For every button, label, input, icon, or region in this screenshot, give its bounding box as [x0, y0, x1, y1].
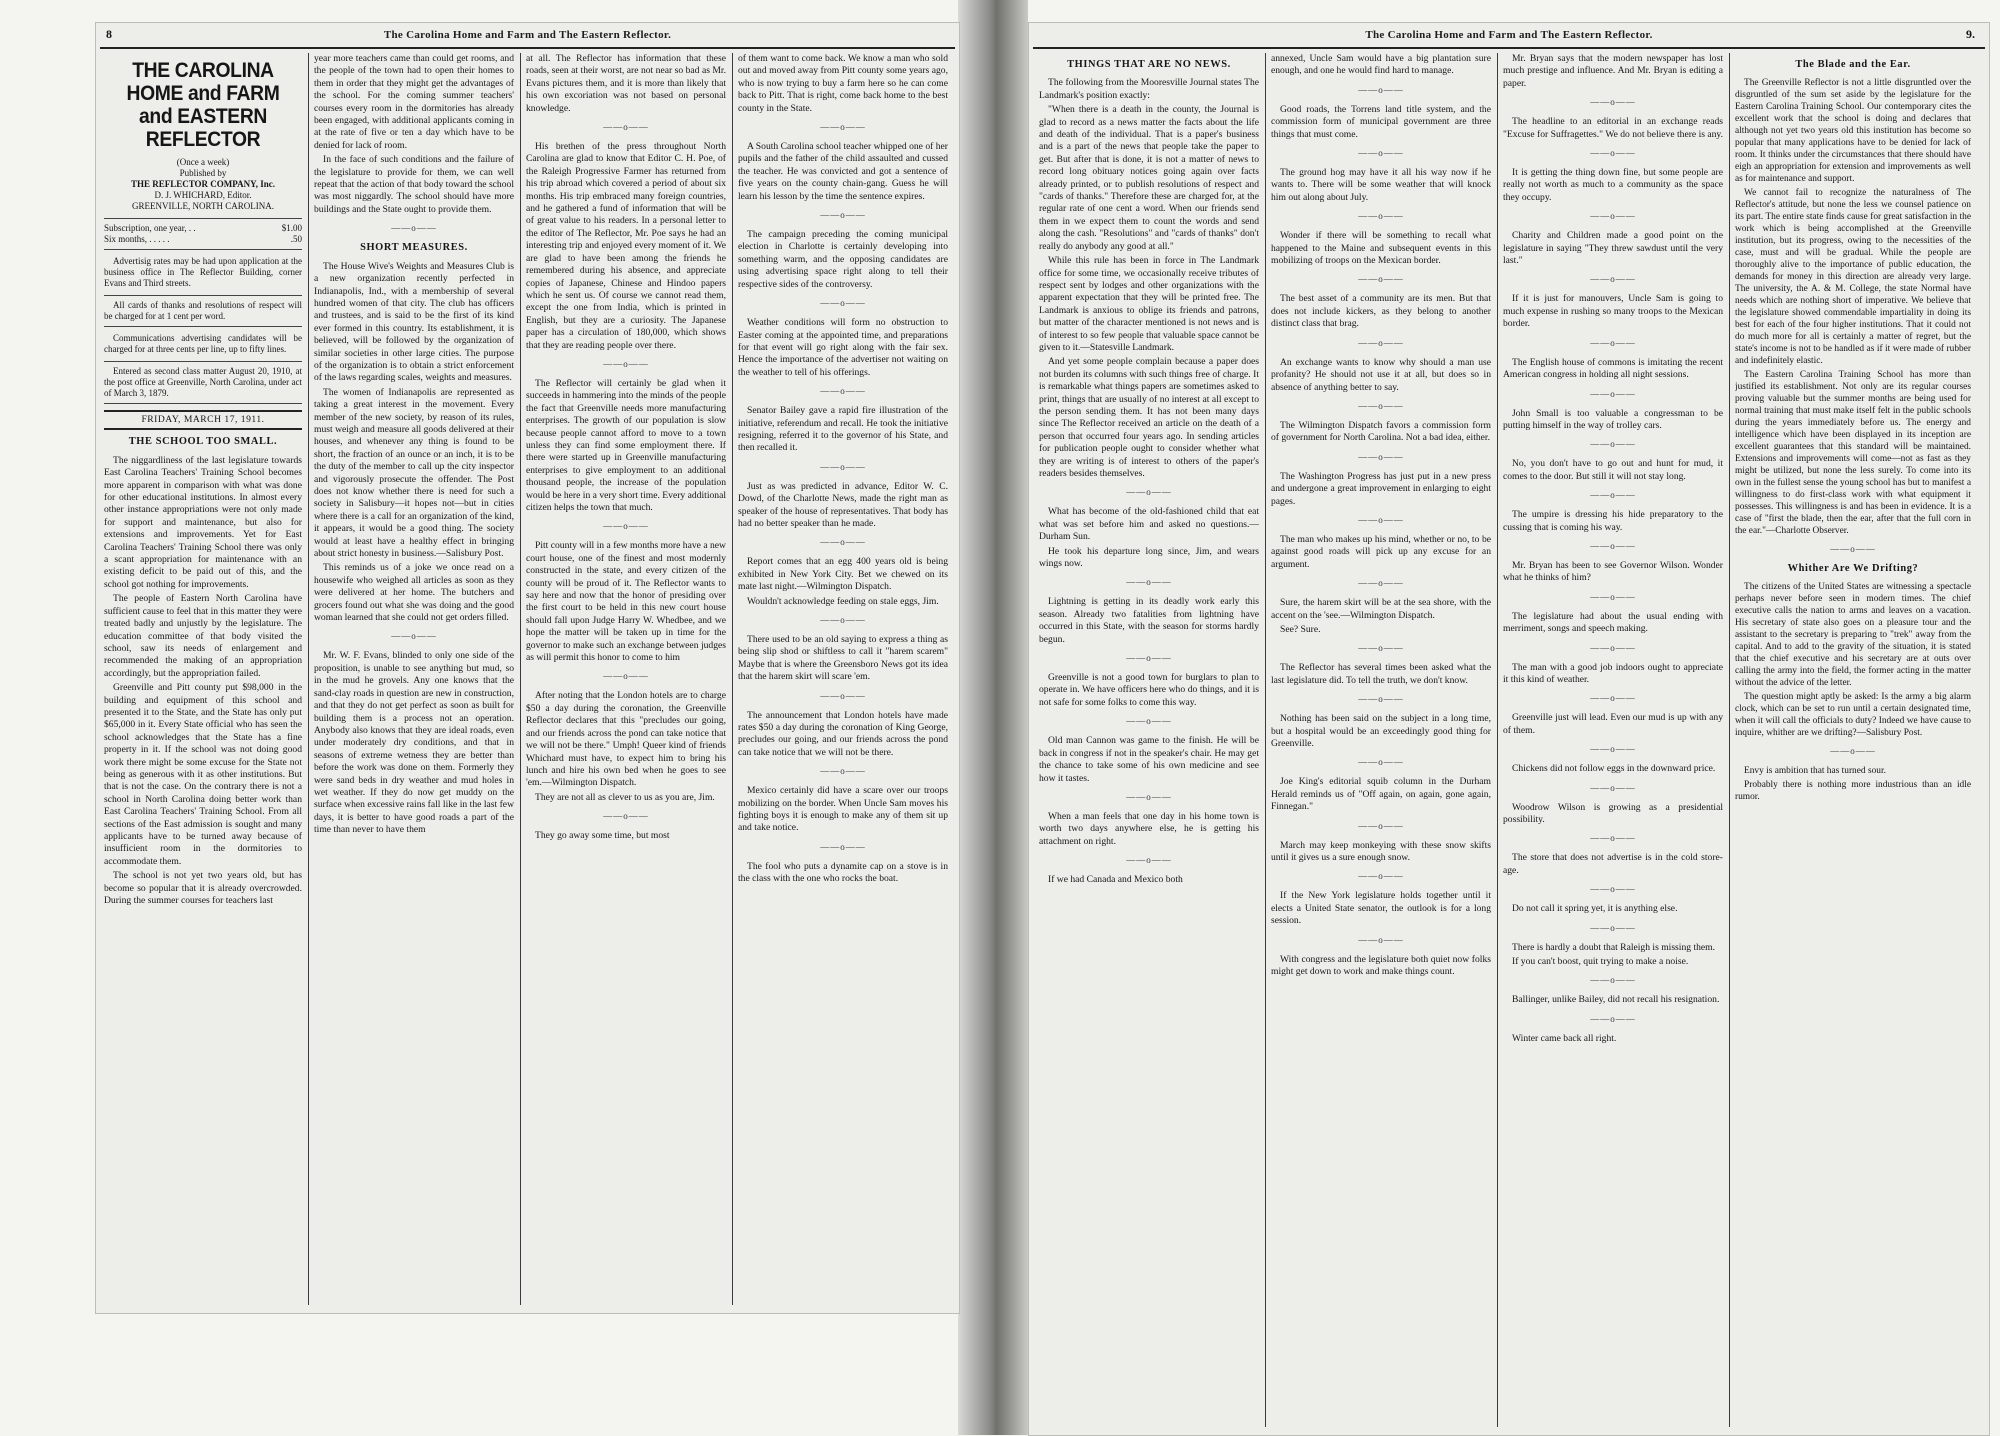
subscription-six-price: .50 — [290, 234, 302, 244]
article-paragraph: The ground hog may have it all his way now if he wants to. There will be some weather that will knock him out along about July. — [1271, 167, 1491, 203]
separator: ——o—— — [1358, 148, 1404, 159]
article-paragraph: Nothing has been said on the subject in a long time, but a hospital would be an exceedingly good thing for Greenville. — [1271, 713, 1491, 749]
separator: ——o—— — [1126, 487, 1172, 498]
article-paragraph: When a man feels that one day in his home town is worth two days anywhere else, he is getting his attachment on right. — [1039, 810, 1259, 847]
article-paragraph: The citizens of the United States are witnessing a spectacle perhaps never before seen in modern times. The chief executive calls the nation to arms and leaves on a vacation. His secretary of state also goes on a pleasure tour and the assistant to the secretary is preparing to "trek" away from the capital. And to add to the gravity of the situation, it is stated that the chief executive and his secretary are at outs over calling the army into the field, the former acting in the matter without the advice of the letter. — [1735, 582, 1971, 688]
separator: ——o—— — [603, 811, 649, 822]
separator: ——o—— — [1126, 653, 1172, 664]
separator: ——o—— — [1590, 490, 1636, 501]
book-gutter — [958, 0, 1028, 1435]
article-paragraph: The following from the Mooresville Journal states The Landmark's position exactly: — [1039, 77, 1259, 101]
article-paragraph: Senator Bailey gave a rapid fire illustration of the initiative, referendum and recall. He took the initiative resigning, referred it to the governor of his State, and then recalled it. — [738, 405, 948, 454]
article-paragraph: Sure, the harem skirt will be at the sea shore, with the accent on the 'see.—Wilmington Dispatch. — [1271, 597, 1491, 621]
article-paragraph: The women of Indianapolis are represented as taking a great interest in the movement. Every member of the new society, by reason of its rules, must weigh and measure all goods delivered at their houses, and whenever any thing is found to be short, the fraction of an ounce or an inch, it is to be the duty of the member to call up the city inspector and vigorously prosecute the offender. The Post does not know whether there is need for such a society in Salisbury—it hopes not—but in cities where there is a call for an organization of the kind, it appears, it would be a good thing. The society would at least have a healthy effect in bringing about strict honesty in business.—Salisbury Post. — [314, 386, 514, 560]
separator: ——o—— — [1590, 922, 1636, 933]
separator: ——o—— — [1590, 274, 1636, 285]
article-title-no-news: THINGS THAT ARE NO NEWS. — [1067, 59, 1231, 70]
article-paragraph: They are not all as clever to us as you are, Jim. — [535, 791, 715, 803]
masthead-title: THE CAROLINA HOME and FARM and EASTERN REFLECTOR — [126, 59, 280, 151]
article-paragraph: There is hardly a doubt that Raleigh is missing them. — [1512, 941, 1716, 953]
separator: ——o—— — [1590, 388, 1636, 399]
separator: ——o—— — [1590, 211, 1636, 222]
article-paragraph: The Wilmington Dispatch favors a commission form of government for North Carolina. Not a bad idea, either. — [1271, 419, 1491, 444]
article-paragraph: The fool who puts a dynamite cap on a stove is in the class with the one who rocks the boat. — [738, 860, 948, 885]
article-paragraph: It is getting the thing down fine, but some people are really not worth as much to a community as the space they occupy. — [1503, 167, 1723, 203]
separator: ——o—— — [1358, 578, 1404, 589]
article-paragraph: If the New York legislature holds together until it elects a United State senator, the outlook is for a long session. — [1271, 890, 1491, 927]
article-paragraph: The English house of commons is imitating the recent American congress in holding all night sessions. — [1503, 356, 1723, 381]
right-running-head: The Carolina Home and Farm and The Eastern Reflector. — [1365, 29, 1653, 41]
article-paragraph: "When there is a death in the county, the Journal is glad to record as a news matter the facts about the life and death of the individual. That is a paper's business and is a part of the news that people take the paper to get. But after that is done, it is not a matter of news to record long obituary notices going again over facts already printed, or to publish resolutions of respect and "cards of thanks." Therefore these are charged for, at the regular rate of one cent a word. When our friends send them in we expect them to count the words and send along the cash. "Resolutions" and "cards of thanks" don't really do anybody any good at all." — [1039, 104, 1259, 252]
separator: ——o—— — [603, 671, 649, 682]
article-paragraph: The legislature had about the usual ending with merriment, songs and speech making. — [1503, 610, 1723, 635]
separator: ——o—— — [1358, 337, 1404, 348]
right-column-2 — [1271, 53, 1491, 1423]
article-paragraph: There used to be an old saying to express a thing as being slip shod or shiftless to call it "harem scarem" Maybe that is where the Greensboro News got its idea that the harem skirt will scare 'em. — [738, 634, 948, 683]
article-paragraph: The Reflector has several times been asked what the last legislature did. To tell the truth, we don't know. — [1271, 662, 1491, 686]
column-rule — [1265, 53, 1266, 1427]
article-paragraph: annexed, Uncle Sam would have a big plantation sure enough, and one he would find hard to manage. — [1271, 53, 1491, 77]
separator: ——o—— — [1590, 782, 1636, 793]
article-paragraph: The campaign preceding the coming municipal election in Charlotte is certainly developing into something warm, and the opposing candidates are using advertising space right along to tell their respective sides of the controversy. — [738, 229, 948, 290]
separator: ——o—— — [1830, 544, 1876, 554]
right-column-4 — [1735, 53, 1971, 1423]
left-page-number: 8 — [106, 27, 112, 41]
cards-note: All cards of thanks and resolutions of respect will be charged for at 1 cent per word. — [104, 300, 302, 321]
cards-note-box — [104, 295, 302, 327]
article-paragraph: Ballinger, unlike Bailey, did not recall his resignation. — [1512, 994, 1720, 1006]
separator: ——o—— — [1358, 934, 1404, 945]
left-running-head: The Carolina Home and Farm and The Eastern Reflector. — [383, 29, 672, 41]
subscription-six-label: Six months, . . . . . — [104, 234, 170, 244]
separator: ——o—— — [820, 461, 866, 472]
article-paragraph: While this rule has been in force in The Landmark office for some time, we occasionally receive tributes of respect sent by lodges and other organizations with the apparent expectation that they will be printed free. The Landmark is anxious to oblige its friends and patrons, but matter of the character mentioned is not news and is of interest to so few people that valuable space cannot be given to it.—Statesville Landmark. — [1039, 255, 1259, 353]
article-paragraph: Greenville just will lead. Even our mud is up with any of them. — [1503, 712, 1723, 736]
article-paragraph: If you can't boost, quit trying to make a noise. — [1512, 956, 1689, 968]
separator: ——o—— — [391, 631, 437, 642]
separator: ——o—— — [820, 537, 866, 548]
left-column-2 — [314, 53, 514, 1303]
article-paragraph: Probably there is nothing more industrious than an idle rumor. — [1735, 780, 1971, 802]
article-paragraph: Wouldn't acknowledge feeding on stale eggs, Jim. — [747, 595, 939, 607]
article-paragraph: Wonder if there will be something to recall what happened to the Maine and subsequent events in this mobilizing of troops on the Mexican border. — [1271, 230, 1491, 267]
article-paragraph: The question might aptly be asked: Is the army a big alarm clock, which can be set to run until a certain designated time, when it will call the officials to duty? Indeed we have cause to inquire, whither are we drifting?—Salisbury Post. — [1735, 692, 1971, 738]
article-paragraph: See? Sure. — [1280, 623, 1321, 635]
separator: ——o—— — [1126, 791, 1172, 802]
separator: ——o—— — [1590, 337, 1636, 348]
separator: ——o—— — [1358, 757, 1404, 768]
article-paragraph: The headline to an editorial in an exchange reads "Excuse for Suffragettes." We do not believe there is any. — [1503, 116, 1723, 140]
subscription-six-row — [104, 234, 302, 245]
separator: ——o—— — [1358, 694, 1404, 705]
right-page-number: 9. — [1966, 27, 1975, 41]
entered-note: Entered as second class matter August 20, 1910, at the post office at Greenville, North Carolina, under act of March 3, 1879. — [104, 366, 302, 398]
article-paragraph: He took his departure long since, Jim, and wears wings now. — [1039, 545, 1259, 570]
article-paragraph: Mexico certainly did have a scare over our troops mobilizing on the border. When Uncle Sam moves his fighting boys it is enough to make any of them sit up and take notice. — [738, 785, 948, 834]
article-paragraph: Greenville and Pitt county put $98,000 in the building and equipment of this school and presented it to the State, and the State has only put $65,000 in it. Every State official who has seen the school acknowledges that the State has a fine property in it. If the school was not doing good work there might be some excuse for the State not being as generous with it as other institutions. But that is not the case. On the contrary there is not a school in North Carolina doing better work than East Carolina Teachers' Training School. From all sections of the East admission is sought and many applicants have to be turned away because of insufficient room in the dormitories to accommodate them. — [104, 682, 302, 867]
article-paragraph: His brethen of the press throughout North Carolina are glad to know that Editor C. H. Poe, of the Raleigh Progressive Farmer has returned from his trip abroad which covered a period of about six months. His trip embraced many foreign countries, and he gathered a fund of information that will be of great value to his readers. In a personal letter to the editor of The Reflector, Mr. Poe says he had an interesting trip and enjoyed every moment of it. We are glad to have been among the friends he remembered during his absence, and appreciate copies of Japanese, Chinese and Hindoo papers which he sent us. Of course we cannot read them, except the one from India, which is printed in English, but they are a curiosity. The Japanese paper has a circulation of 180,000, which shows that they are reading people over there. — [526, 141, 726, 351]
subscription-year-label: Subscription, one year, . . — [104, 223, 196, 233]
separator: ——o—— — [1590, 1013, 1636, 1024]
article-paragraph: Mr. Bryan says that the modern newspaper has lost much prestige and influence. And Mr. Bryan is editing a paper. — [1503, 53, 1723, 89]
separator: ——o—— — [1358, 514, 1404, 525]
column-rule — [732, 53, 733, 1305]
article-paragraph: A South Carolina school teacher whipped one of her pupils and the father of the child assaulted and cussed the teacher. He was convicted and got a sentence of five years on the county chain-gang. Guess he will learn his lesson by the time the sentence expires. — [738, 141, 948, 202]
separator: ——o—— — [1590, 148, 1636, 159]
separator: ——o—— — [1590, 540, 1636, 551]
separator: ——o—— — [1358, 871, 1404, 882]
separator: ——o—— — [391, 223, 437, 234]
article-paragraph: The House Wive's Weights and Measures Club is a new organization recently perfected in Indianapolis, Ind., with a membership of several hundred women of that city. The club has officers and trustees, and is said to be the first of its kind ever formed in this country. Its establishment, it is believed, will be followed by the organization of similar societies in other large cities. The purpose of the organization is to obtain a strict enforcement of the laws regarding scales, weights and measures. — [314, 260, 514, 384]
top-rule — [100, 47, 955, 49]
article-paragraph: Good roads, the Torrens land title system, and the commission form of municipal government are three things that must come. — [1271, 103, 1491, 140]
subscription-year-row — [104, 223, 302, 234]
article-paragraph: Charity and Children made a good point on the legislature in saying "They threw sawdust until the very last." — [1503, 230, 1723, 267]
separator: ——o—— — [1358, 820, 1404, 831]
column-rule — [1729, 53, 1730, 1427]
article-paragraph: The school is not yet two years old, but has become so popular that it is already overcrowded. During the summer courses for teachers last — [104, 870, 302, 907]
separator: ——o—— — [820, 615, 866, 625]
separator: ——o—— — [1590, 642, 1636, 653]
article-paragraph: Old man Cannon was game to the finish. He will be back in congress if not in the speaker's chair. He may get the chance to take some of his own medicine and see how it tastes. — [1039, 735, 1259, 784]
separator: ——o—— — [1590, 693, 1636, 704]
article-title-drifting: Whither Are We Drifting? — [1787, 563, 1919, 574]
separator: ——o—— — [603, 122, 649, 133]
article-paragraph: March may keep monkeying with these snow skifts until it gives us a sure enough snow. — [1271, 839, 1491, 864]
article-paragraph: The best asset of a community are its men. But that does not include kickers, as they belong to another distinct class that brag. — [1271, 293, 1491, 330]
masthead-editor: D. J. WHICHARD, Editor. — [154, 190, 252, 200]
article-paragraph: No, you don't have to go out and hunt for mud, it comes to the door. But still it will not stay long. — [1503, 458, 1723, 482]
article-paragraph: The announcement that London hotels have made rates $50 a day during the coronation of King George, precludes our going, and our friends across the pond can take notice that we will not be there. — [738, 709, 948, 758]
article-paragraph: If we had Canada and Mexico both — [1048, 874, 1183, 886]
article-paragraph: The Greenville Reflector is not a little disgruntled over the disgruntled of the sum set aside by the legislature for the Eastern Carolina Training School. Our contemporary cites the excellent work that the school is doing and declares that although not yet two years old this institution has become so popular that many applications have to be denied for lack of room. It thinks under the circumstances that there should have eigh an appropriation for extension and improvements as well as for maintenance and support. — [1735, 78, 1971, 184]
separator: ——o—— — [1126, 855, 1172, 866]
article-paragraph: Just as was predicted in advance, Editor W. C. Dowd, of the Charlotte News, made the right man as speaker of the house of representatives. That body has had no better speaker than he made. — [738, 480, 948, 529]
separator: ——o—— — [1358, 84, 1404, 95]
right-page — [1028, 22, 1990, 1436]
entered-note-box — [104, 361, 302, 404]
separator: ——o—— — [1590, 833, 1636, 844]
masthead-company: THE REFLECTOR COMPANY, Inc. — [130, 179, 276, 189]
separator: ——o—— — [1830, 746, 1876, 756]
article-paragraph: And yet some people complain because a paper does not burden its columns with such things free of charge. It is remarkable what things papers are sometimes asked to print, things that are usually of no interest at all except to the person sending them. It has not been many days since The Reflector received an article on the death of a person that occurred four years ago. In sending articles for publication people ought to consider whether what they are writing is of interest to others of the paper's readers besides themselves. — [1039, 356, 1259, 479]
separator: ——o—— — [1590, 591, 1636, 602]
masthead-published-by: Published by — [179, 168, 227, 178]
separator: ——o—— — [820, 210, 866, 221]
article-paragraph: They go away some time, but most — [535, 830, 670, 842]
article-paragraph: at all. The Reflector has information that these roads, seen at their worst, are not near so bad as Mr. Evans pictures them, and it is more than likely that his own excoriation was not based on personal knowledge. — [526, 53, 726, 114]
article-paragraph: Weather conditions will form no obstruction to Easter coming at the appointed time, and preparations for that event will go right along with the fair sex. Hence the importance of the advertiser not waiting on the weather to tell of his offerings. — [738, 317, 948, 378]
article-paragraph: Mr. W. F. Evans, blinded to only one side of the proposition, is unable to see anything but mud, so in the mud he grovels. Any one knows that the sand-clay roads in question are new in construction, and that they do not get perfect as soon as built for building them is a process not an operation. Anybody also knows that they are ideal roads, even under moderately dry conditions, and that in seasons of extreme wetness they are better than before the work was done on them. Formerly they were sand beds in dry weather and mud holes in wet weather. If they do now get muddy on the surface when excessive rains fall like in the last few days, it is better to have good roads a part of the time than never to have them — [314, 650, 514, 836]
article-paragraph: The Washington Progress has just put in a new press and undergone a great improvement in enlarging to eight pages. — [1271, 470, 1491, 507]
article-paragraph: An exchange wants to know why should a man use profanity? He should not use it at all, but does so in absence of anything better to say. — [1271, 356, 1491, 393]
left-column-3 — [526, 53, 726, 1303]
article-paragraph: The Eastern Carolina Training School has more than justified its establishment. Not only are its regular courses proving valuable but the summer months are being used for normal training that must make itself felt in the public schools during the years immediately before us. The energy and intelligence which have been displayed in its inception are excellent guarantees that this standard will be maintained. Extensions and improvements will come—not as fast as they might be utilized, but none the less surely. To come into its own in the fullest sense the young school has but to manifest a willingness to do first-class work with what equipment it possesses. This willingness is and has been in evidence. It is a case of "first the blade, then the ear, after that the full corn in the ear."—Charlotte Observer. — [1735, 370, 1971, 536]
article-paragraph: John Small is too valuable a congressman to be putting himself in the way of trolley cars. — [1503, 407, 1723, 431]
top-rule — [1033, 47, 1985, 49]
article-paragraph: Chickens did not follow eggs in the downward price. — [1512, 763, 1716, 775]
article-paragraph: With congress and the legislature both quiet now folks might get down to work and make things count. — [1271, 953, 1491, 978]
masthead-frequency: (Once a week) — [176, 157, 230, 167]
separator: ——o—— — [820, 122, 866, 133]
article-paragraph: Joe King's editorial squib column in the Durham Herald reminds us of "Off again, on again, gone again, Finnegan." — [1271, 776, 1491, 813]
separator: ——o—— — [603, 521, 649, 532]
article-paragraph: In the face of such conditions and the failure of the legislature to provide for them, we can well repeat that the action of that body toward the school was most niggardly. The school should have more buildings and the State ought to provide them. — [314, 154, 514, 215]
separator: ——o—— — [1126, 577, 1172, 588]
right-column-3 — [1503, 53, 1723, 1423]
article-paragraph: Greenville is not a good town for burglars to plan to operate in. We have officers here who do things, and it is not safe for some folks to come this way. — [1039, 672, 1259, 708]
article-paragraph: year more teachers came than could get rooms, and the people of the town had to open their homes to them in order that they might get the advantages of the school. For the coming summer teachers' courses every room in the dormitories has already been engaged, with additional applicants coming in at the rate of five or ten a day which have to be denied for lack of room. — [314, 53, 514, 151]
separator: ——o—— — [1590, 975, 1636, 986]
article-paragraph: The man with a good job indoors ought to appreciate it this kind of weather. — [1503, 661, 1723, 685]
separator: ——o—— — [1590, 439, 1636, 450]
article-title-school: THE SCHOOL TOO SMALL. — [128, 436, 278, 448]
article-paragraph: We cannot fail to recognize the naturalness of The Reflector's attitude, but none the less we counsel patience on its part. The entire state finds cause for great satisfaction in the work which is being accomplished at the Greenville institution, but its progress, owing to the necessities of the case, must and will be gradual. While the people are thoroughly alive to the importance of public education, the demands for money in this direction are already very large. The university, the A. & M. College, the state Normal have needs which are nothing short of imperative. We believe that the legislature showed commendable impartiality in doing its best for each of the four higher institutions. That it could not do much more for all is certainly a matter of regret, but the state's income is not to be handled as if it were made of rubber and indefinitely elastic. — [1735, 188, 1971, 366]
separator: ——o—— — [820, 841, 866, 852]
separator: ——o—— — [820, 386, 866, 397]
article-paragraph: The man who makes up his mind, whether or no, to be against good roads will pick up any excuse for an argument. — [1271, 533, 1491, 570]
advertising-note: Advertisig rates may be had upon application at the business office in The Reflector Building, corner Evans and Third streets. — [104, 256, 302, 288]
separator: ——o—— — [820, 298, 866, 309]
communications-note: Communications advertising candidates will be charged for at three cents per line, up to fifty lines. — [104, 333, 302, 354]
separator: ——o—— — [1358, 274, 1404, 285]
separator: ——o—— — [1590, 744, 1636, 755]
separator: ——o—— — [820, 766, 866, 777]
separator: ——o—— — [1126, 716, 1172, 727]
separator: ——o—— — [1358, 643, 1404, 654]
column-rule — [520, 53, 521, 1305]
left-column-1 — [104, 53, 302, 1303]
article-paragraph: The store that does not advertise is in the cold store-age. — [1503, 852, 1723, 876]
separator: ——o—— — [603, 358, 649, 369]
subscription-box — [104, 218, 302, 250]
subscription-year-price: $1.00 — [281, 223, 302, 233]
separator: ——o—— — [820, 690, 866, 701]
article-paragraph: Envy is ambition that has turned sour. — [1744, 766, 1886, 776]
article-paragraph: The niggardliness of the last legislature towards East Carolina Teachers' Training School becomes more apparent in comparison with what was done for other educational institutions. In almost every other instance appropriations were not only made for support and maintenance, but also for extensions and improvements. Yet for East Carolina Teachers' Training School there was only a scant appropriation for maintenance with an existing deficit to be paid out of this, and the school got nothing for improvements. — [104, 454, 302, 590]
article-paragraph: If it is just for manouvers, Uncle Sam is going to much expense in rushing so many troops to the Mexican border. — [1503, 293, 1723, 330]
separator: ——o—— — [1590, 884, 1636, 895]
article-paragraph: The people of Eastern North Carolina have sufficient cause to feel that in this matter they were treated badly and unjustly by the legislature. The education committee of that body visited the school, saw its needs of enlargement and recommended the making of an appropriation accordingly, but the appropriation failed. — [104, 593, 302, 679]
left-column-4 — [738, 53, 948, 1303]
article-paragraph: After noting that the London hotels are to charge $50 a day during the coronation, the Greenville Reflector declares that this "precludes our going, and our friends across the pond can take notice that we will not be there." Umph! Queer kind of friends Whichard must have, to expect him to bring his lunch and hire his own bed when he goes to see 'em.—Wilmington Dispatch. — [526, 690, 726, 789]
article-title-short-measures: SHORT MEASURES. — [360, 242, 468, 254]
article-paragraph: of them want to come back. We know a man who sold out and moved away from Pitt county some years ago, who is now trying to buy a farm here so he can come back to Pitt. That is right, come back home to the best county in the State. — [738, 53, 948, 114]
article-paragraph: Report comes that an egg 400 years old is being exhibited in New York City. Bet we chewed on its mate last night.—Wilmington Dispatch. — [738, 556, 948, 593]
dateline: FRIDAY, MARCH 17, 1911. — [104, 410, 302, 430]
separator: ——o—— — [1358, 451, 1404, 462]
article-paragraph: Do not call it spring yet, it is anything else. — [1512, 903, 1678, 915]
article-paragraph: The Reflector will certainly be glad when it succeeds in hammering into the minds of the people the fact that Greenville needs more manufacturing enterprises. The growth of our population is slow because people cannot afford to move to a town unless they can find some employment there. If there were started up in Greenville manufacturing enterprises to give employment to an additional thousand people, the increase of the population would be here in a very short time. Every additional citizen helps the town that much. — [526, 377, 726, 513]
article-paragraph: What has become of the old-fashioned child that eat what was set before him and asked no questions.—Durham Sun. — [1039, 506, 1259, 543]
column-rule — [308, 53, 309, 1305]
article-paragraph: Mr. Bryan has been to see Governor Wilson. Wonder what he thinks of him? — [1503, 559, 1723, 584]
article-title-blade: The Blade and the Ear. — [1795, 59, 1911, 70]
right-column-1 — [1039, 53, 1259, 1423]
left-page — [95, 22, 960, 1314]
masthead-place: GREENVILLE, NORTH CAROLINA. — [132, 201, 274, 211]
column-rule — [1497, 53, 1498, 1427]
article-paragraph: The umpire is dressing his hide preparatory to the cussing that is coming his way. — [1503, 509, 1723, 533]
article-paragraph: Woodrow Wilson is growing as a presidential possibility. — [1503, 801, 1723, 825]
separator: ——o—— — [1590, 97, 1636, 108]
article-paragraph: Winter came back all right. — [1512, 1032, 1617, 1044]
article-paragraph: Pitt county will in a few months more have a new court house, one of the finest and most modernly constructed in the state, and every citizen of the county will be proud of it. The Reflector wants to say here and now that the honor of presiding over the first court to be held in this new court house should fall upon Judge Harry W. Whedbee, and we hope the matter will be taken up in time for the governor to make such an exchange between judges as will permit this honor to come to him — [526, 540, 726, 664]
article-paragraph: This reminds us of a joke we once read on a housewife who weighed all articles as soon as they were delivered at her home. The butchers and grocers found out what she was doing and the good woman learned that she could not get orders filled. — [314, 562, 514, 624]
separator: ——o—— — [1358, 211, 1404, 222]
separator: ——o—— — [1358, 400, 1404, 411]
article-paragraph: Lightning is getting in its deadly work early this season. Already two fatalities from lightning have occurred in this State, with the season for storms hardly begun. — [1039, 596, 1259, 645]
